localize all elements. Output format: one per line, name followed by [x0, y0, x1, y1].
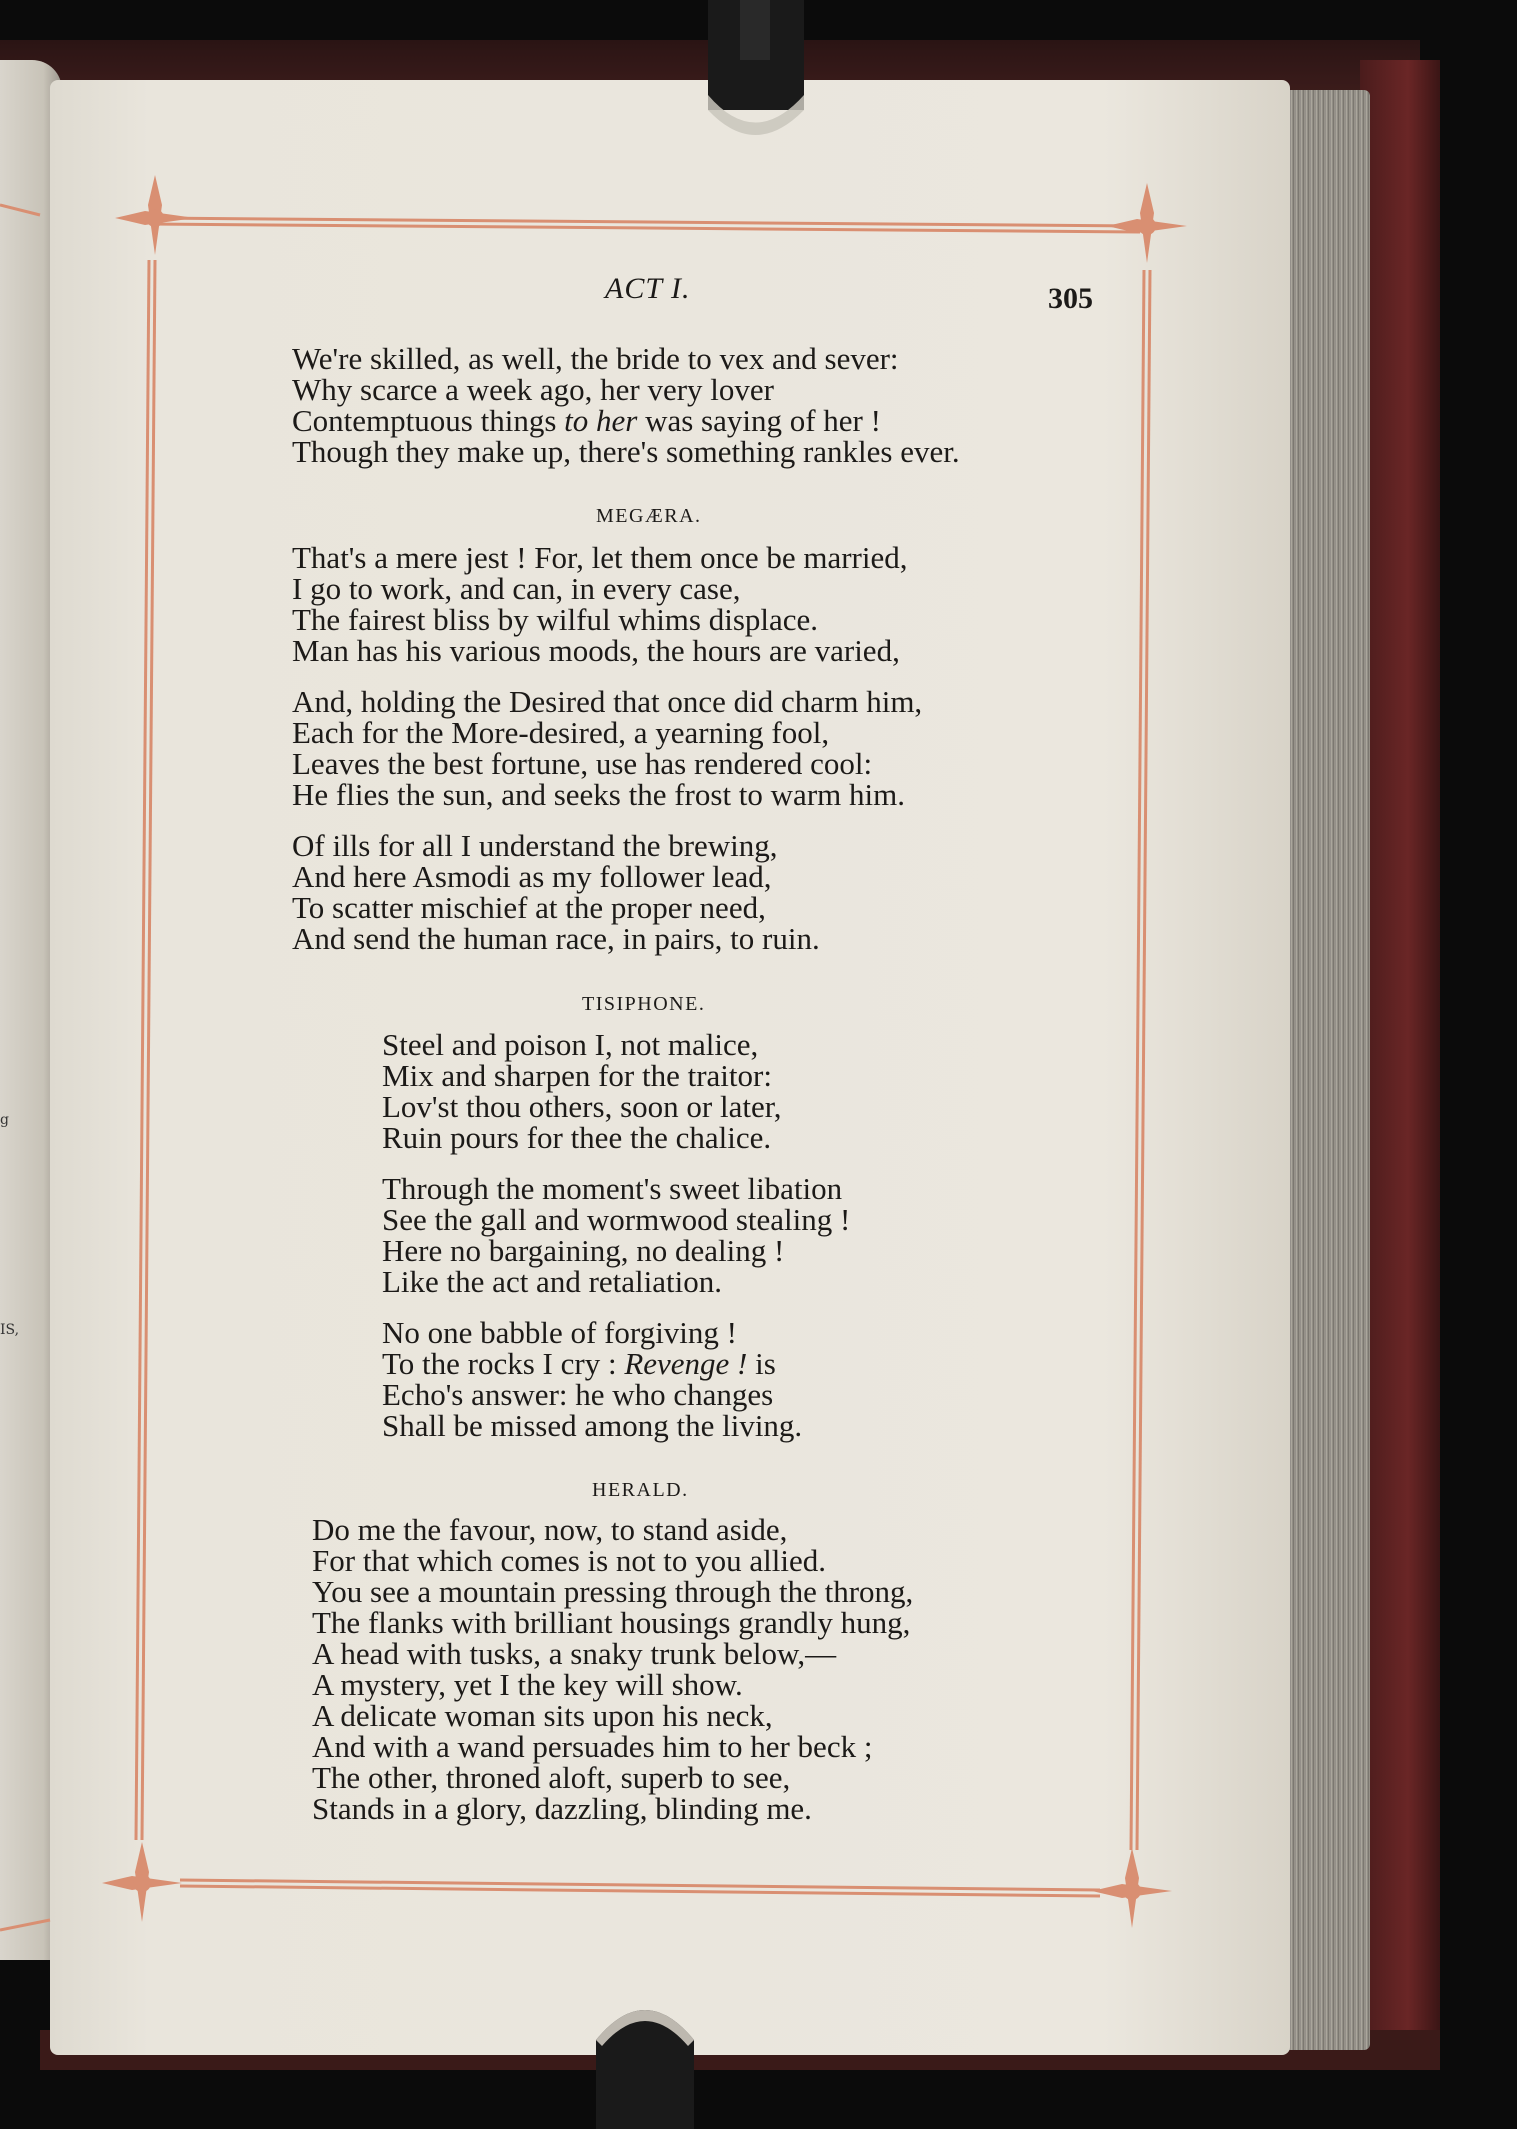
left-page-fragment: g — [0, 1112, 9, 1128]
verse-line: He flies the sun, and seeks the frost to warm him. — [292, 777, 905, 812]
page-clip-bottom — [590, 1990, 700, 2129]
verse-line: And, holding the Desired that once did charm him, — [292, 684, 923, 719]
verse-line: The fairest bliss by wilful whims displace. — [292, 602, 819, 637]
verse-line: I go to work, and can, in every case, — [292, 571, 741, 606]
verse-emphasis: to her — [564, 403, 638, 438]
page-number: 305 — [1048, 282, 1093, 315]
verse-line: A delicate woman sits upon his neck, — [312, 1698, 773, 1733]
verse-line: Stands in a glory, dazzling, blinding me. — [312, 1791, 812, 1826]
verse-line: We're skilled, as well, the bride to vex and sever: — [292, 341, 899, 376]
verse-line — [382, 1348, 776, 1379]
page-block-edges — [1285, 90, 1370, 2050]
verse-line: And send the human race, in pairs, to ruin. — [292, 921, 820, 956]
speaker-name: MEGÆRA. — [596, 505, 702, 527]
verse-line: For that which comes is not to you allied. — [312, 1543, 827, 1578]
verse-line: To scatter mischief at the proper need, — [292, 890, 766, 925]
verse-text: To the rocks I cry : — [382, 1346, 617, 1381]
verse-line: Man has his various moods, the hours are varied, — [292, 633, 900, 668]
verse-line: Through the moment's sweet libation — [382, 1171, 843, 1206]
speaker-name: TISIPHONE. — [582, 993, 706, 1015]
verse-text: Contemptuous things — [292, 403, 557, 438]
verse-line: Here no bargaining, no dealing ! — [382, 1233, 785, 1268]
verse-line: See the gall and wormwood stealing ! — [382, 1202, 851, 1237]
book-cover-spine-edge — [1360, 60, 1440, 2050]
verse-line: That's a mere jest ! For, let them once be married, — [292, 540, 908, 575]
verse-line: Shall be missed among the living. — [382, 1408, 803, 1443]
verse-line: Though they make up, there's something rankles ever. — [292, 434, 960, 469]
speaker-name: HERALD. — [592, 1479, 689, 1501]
verse-line: Why scarce a week ago, her very lover — [292, 372, 774, 407]
running-head: ACT I. — [605, 272, 691, 305]
verse-line: No one babble of forgiving ! — [382, 1315, 737, 1350]
verse-line: Each for the More-desired, a yearning fool, — [292, 715, 830, 750]
left-page-fragment: IS, — [0, 1322, 20, 1338]
verse-line: Steel and poison I, not malice, — [382, 1027, 759, 1062]
verse-line: Ruin pours for thee the chalice. — [382, 1120, 772, 1155]
verse-line: Of ills for all I understand the brewing, — [292, 828, 778, 863]
verse-line: The flanks with brilliant housings grandly hung, — [312, 1605, 911, 1640]
verse-line: And with a wand persuades him to her beck ; — [312, 1729, 873, 1764]
verse-line: Mix and sharpen for the traitor: — [382, 1058, 772, 1093]
verse-line: The other, throned aloft, superb to see, — [312, 1760, 791, 1795]
verse-line: Do me the favour, now, to stand aside, — [312, 1512, 788, 1547]
verse-line: A mystery, yet I the key will show. — [312, 1667, 743, 1702]
verse-line: A head with tusks, a snaky trunk below,— — [312, 1636, 837, 1671]
verse-text: was saying of her ! — [645, 403, 881, 438]
verse-line: And here Asmodi as my follower lead, — [292, 859, 772, 894]
verse-line: Echo's answer: he who changes — [382, 1377, 774, 1412]
verse-text: is — [755, 1346, 776, 1381]
verse-emphasis: Revenge ! — [624, 1346, 748, 1381]
verse-line: You see a mountain pressing through the throng, — [312, 1574, 914, 1609]
page-clip-top — [700, 0, 810, 140]
verse-line — [292, 405, 881, 436]
verse-line: Leaves the best fortune, use has rendered cool: — [292, 746, 873, 781]
verse-line: Lov'st thou others, soon or later, — [382, 1089, 782, 1124]
verse-line: Like the act and retaliation. — [382, 1264, 722, 1299]
